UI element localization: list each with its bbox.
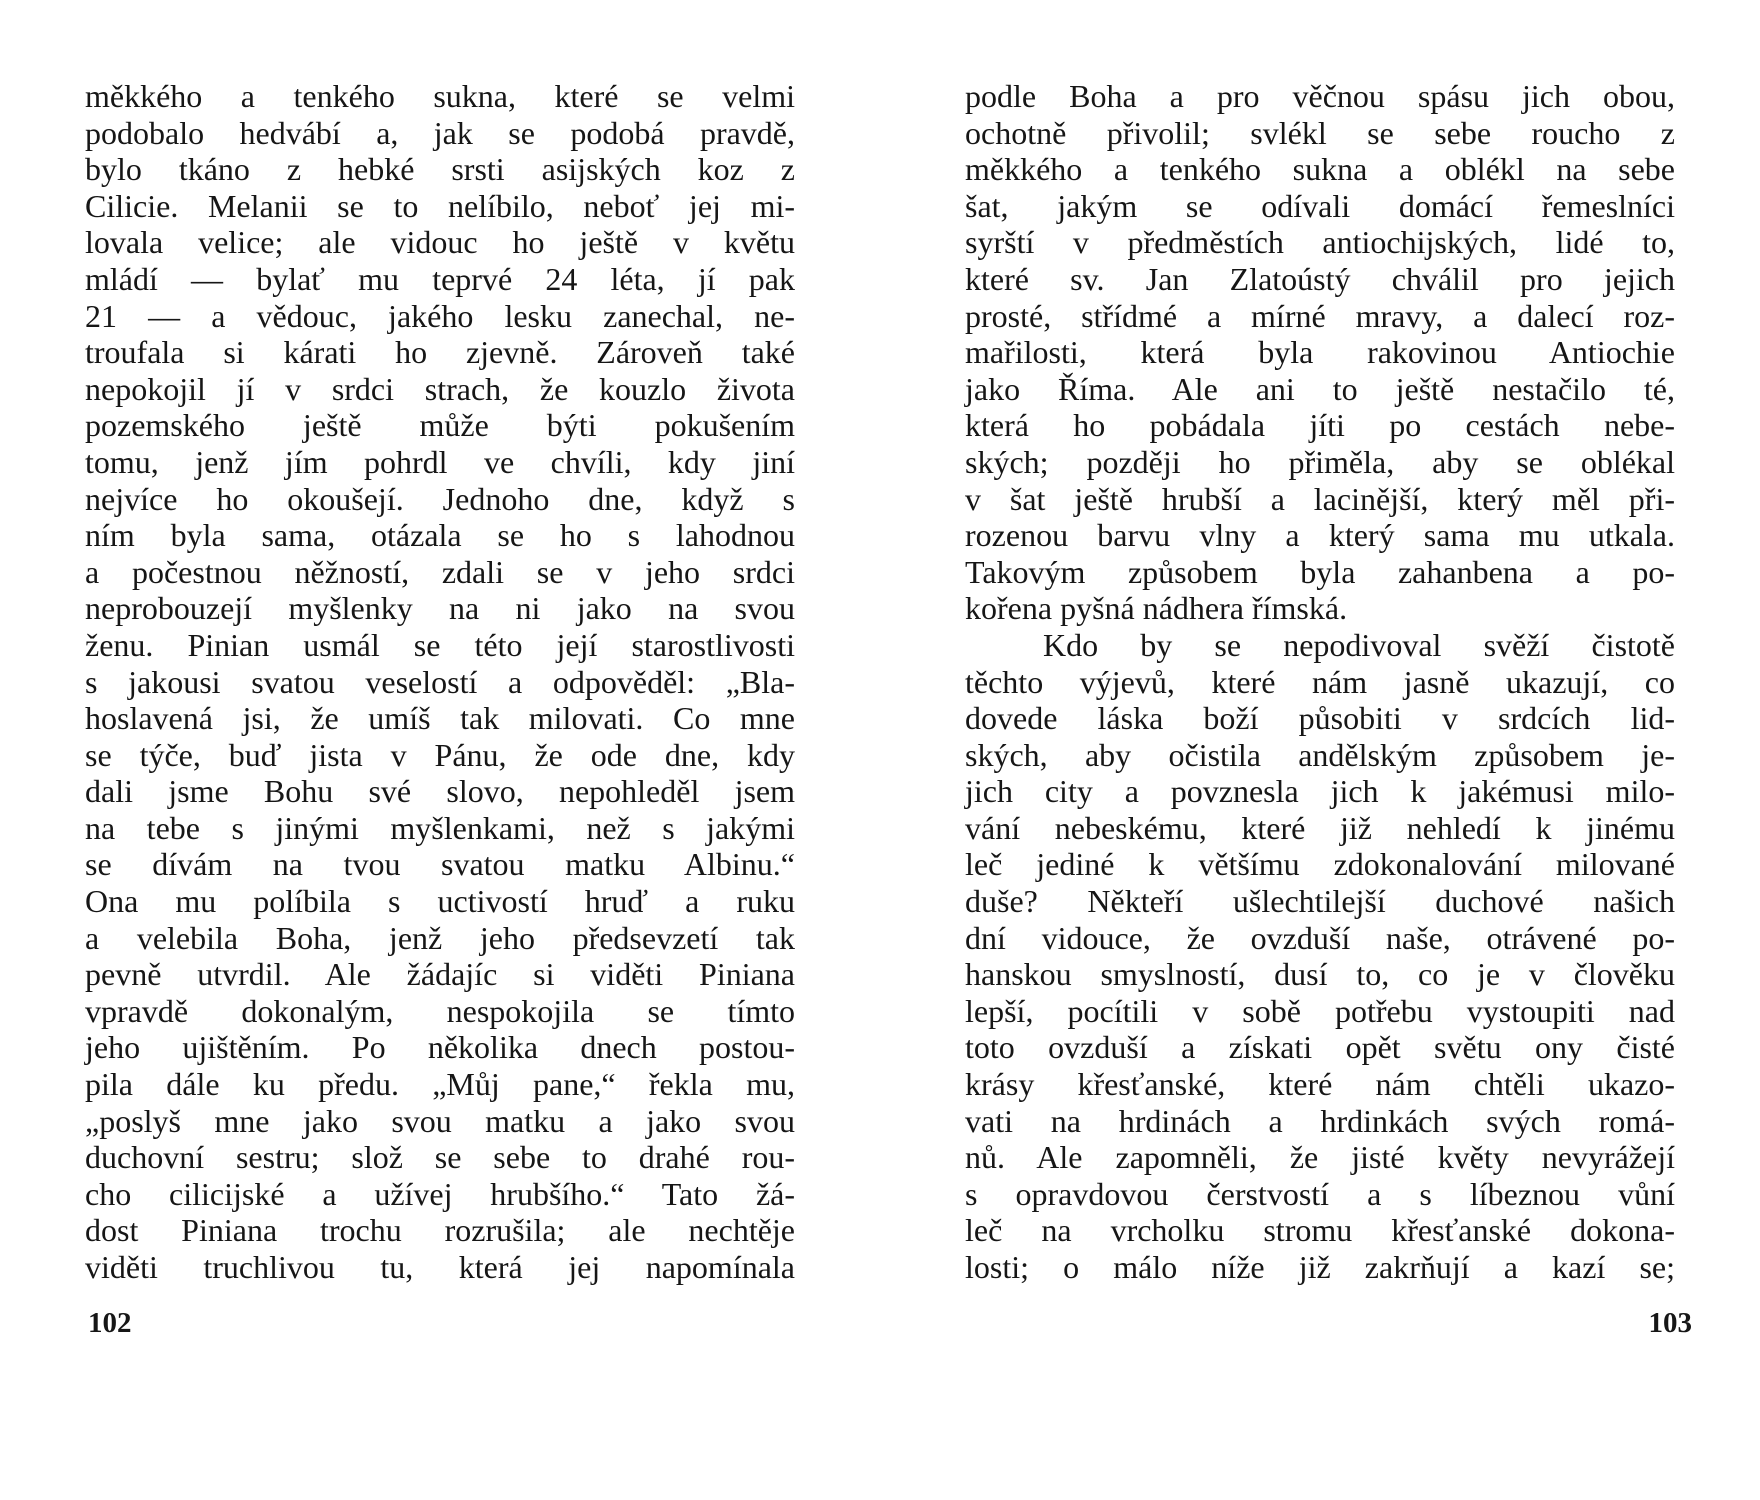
text-line: mařilosti, která byla rakovinou Antiochie [965,334,1675,371]
left-page-number: 102 [88,1307,132,1339]
text-line: dní vidouce, že ovzduší naše, otrávené po- [965,919,1675,956]
text-line: šat, jakým se odívali domácí řemeslníci [965,187,1675,224]
text-line: ských; později ho přiměla, aby se oblékal [965,443,1675,480]
text-line: se dívám na tvou svatou matku Albinu.“ [85,846,795,883]
text-line: které sv. Jan Zlatoústý chválil pro jejich [965,260,1675,297]
text-line: těchto výjevů, které nám jasně ukazují, co [965,663,1675,700]
text-line: pila dále ku předu. „Můj pane,“ řekla mu, [85,1066,795,1103]
text-line: pozemského ještě může býti pokušením [85,407,795,444]
text-line: prosté, střídmé a mírné mravy, a dalecí roz- [965,297,1675,334]
text-line: duchovní sestru; slož se sebe to drahé rou- [85,1139,795,1176]
text-line: rozenou barvu vlny a který sama mu utkala. [965,517,1675,554]
text-line: kořena pyšná nádhera římská. [965,590,1348,627]
text-line: která ho pobádala jíti po cestách nebe- [965,407,1675,444]
text-line: ochotně přivolil; svlékl se sebe roucho z [965,114,1675,151]
text-line: ských, aby očistila andělským způsobem je- [965,736,1675,773]
text-line: syrští v předměstích antiochijských, lidé to, [965,224,1675,261]
text-line: „poslyš mne jako svou matku a jako svou [85,1102,795,1139]
text-line: hanskou smyslností, dusí to, co je v člověku [965,956,1675,993]
text-line: leč na vrcholku stromu křesťanské dokona- [965,1212,1675,1249]
text-line: vání nebeskému, které již nehledí k jinému [965,809,1675,846]
text-line: Ona mu políbila s uctivostí hruď a ruku [85,883,795,920]
text-line: na tebe s jinými myšlenkami, než s jakými [85,809,795,846]
text-line: se týče, buď jista v Pánu, že ode dne, kdy [85,736,795,773]
text-line: hoslavená jsi, že umíš tak milovati. Co mne [85,700,795,737]
text-line: a počestnou něžností, zdali se v jeho srdci [85,553,795,590]
text-line: dali jsme Bohu své slovo, nepohleděl jsem [85,773,795,810]
text-line: duše? Někteří ušlechtilejší duchové našich [965,883,1675,920]
text-line: podobalo hedvábí a, jak se podobá pravdě, [85,114,795,151]
text-line: nů. Ale zapomněli, že jisté květy nevyrážejí [965,1139,1675,1176]
left-page [85,78,795,1286]
text-line: jako Říma. Ale ani to ještě nestačilo té, [965,370,1675,407]
text-line: Cilicie. Melanii se to nelíbilo, neboť jej mi- [85,187,795,224]
text-line: nejvíce ho okoušejí. Jednoho dne, když s [85,480,795,517]
text-line: leč jediné k většímu zdokonalování milované [965,846,1675,883]
text-line: Kdo by se nepodivoval svěží čistotě [1043,626,1675,663]
text-line: krásy křesťanské, které nám chtěli ukazo- [965,1066,1675,1103]
text-line: vati na hrdinách a hrdinkách svých romá- [965,1102,1675,1139]
text-line: cho cilicijské a užívej hrubšího.“ Tato žá- [85,1175,795,1212]
text-line: lovala velice; ale vidouc ho ještě v květu [85,224,795,261]
text-line: vpravdě dokonalým, nespokojila se tímto [85,992,795,1029]
text-line: lepší, pocítili v sobě potřebu vystoupiti nad [965,992,1675,1029]
right-page [965,78,1675,1286]
text-line: ženu. Pinian usmál se této její starostlivosti [85,626,795,663]
text-line: toto ovzduší a získati opět světu ony čisté [965,1029,1675,1066]
text-line: s opravdovou čerstvostí a s líbeznou vůní [965,1175,1675,1212]
text-line: jeho ujištěním. Po několika dnech postou- [85,1029,795,1066]
text-line: dost Piniana trochu rozrušila; ale nechtěje [85,1212,795,1249]
text-line: nepokojil jí v srdci strach, že kouzlo života [85,370,795,407]
text-line: mládí — bylať mu teprvé 24 léta, jí pak [85,260,795,297]
text-line: tomu, jenž jím pohrdl ve chvíli, kdy jiní [85,443,795,480]
text-line: v šat ještě hrubší a lacinější, který měl při- [965,480,1675,517]
text-line: Takovým způsobem byla zahanbena a po- [965,553,1675,590]
text-line: bylo tkáno z hebké srsti asijských koz z [85,151,795,188]
text-line: podle Boha a pro věčnou spásu jich obou, [965,78,1675,114]
text-line: měkkého a tenkého sukna a oblékl na sebe [965,151,1675,188]
text-line: dovede láska boží působiti v srdcích lid- [965,700,1675,737]
text-line: jich city a povznesla jich k jakémusi milo- [965,773,1675,810]
text-line: měkkého a tenkého sukna, které se velmi [85,78,795,114]
text-line: neprobouzejí myšlenky na ni jako na svou [85,590,795,627]
text-line: viděti truchlivou tu, která jej napomínala [85,1249,795,1285]
text-line: pevně utvrdil. Ale žádajíc si viděti Piniana [85,956,795,993]
text-line: ním byla sama, otázala se ho s lahodnou [85,517,795,554]
right-page-number: 103 [1648,1307,1692,1339]
text-line: 21 — a vědouc, jakého lesku zanechal, ne- [85,297,795,334]
text-line: s jakousi svatou veselostí a odpověděl: „Bla- [85,663,795,700]
text-line: losti; o málo níže již zakrňují a kazí se; [965,1249,1675,1285]
text-line: troufala si kárati ho zjevně. Zároveň také [85,334,795,371]
text-line: a velebila Boha, jenž jeho předsevzetí tak [85,919,795,956]
